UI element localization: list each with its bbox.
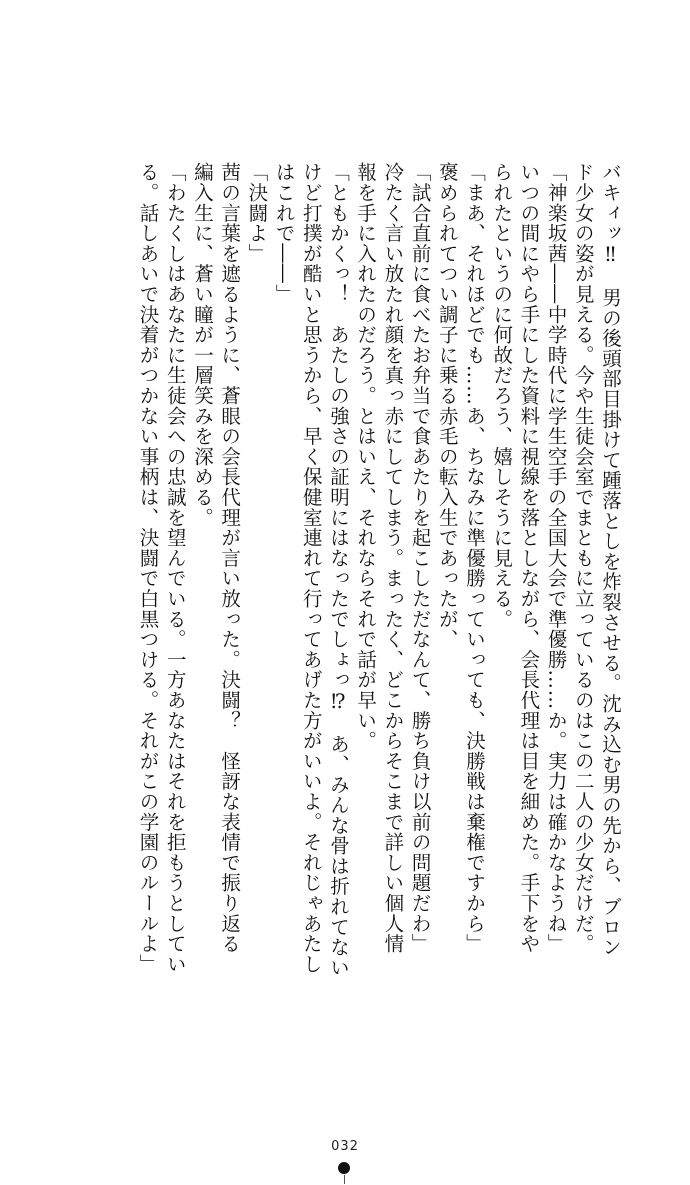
text-line: 「決闘よ」 (245, 162, 269, 264)
text-line: 「ともかくっ！ あたしの強さの証明にはなったでしょっ⁉ あ、みんな骨は折れてない (326, 162, 350, 978)
page-bullet-icon (338, 1162, 350, 1174)
text-line: バキィッ‼ 男の後頭部目掛けて踵落としを炸裂させる。沈み込む男の先から、ブロン (599, 162, 622, 958)
vertical-text-body (64, 162, 624, 984)
text-line: 「わたくしはあなたに生徒会への忠誠を望んでいる。一方あなたはそれを拒もうとしてい (163, 162, 187, 974)
text-line: 褒められてつい調子に乗る赤毛の転入生であったが、 (435, 162, 459, 650)
page-number: 032 (331, 1139, 359, 1154)
text-line: 編入生に、蒼い瞳が一層笑みを深める。 (190, 162, 214, 528)
text-line: ド少女の姿が見える。今や生徒会室でまともに立っているのはこの二人の少女だけだ。 (571, 162, 595, 954)
text-line: けど打撲が酷いと思うから、早く保健室連れて行ってあげた方がいいよ。それじゃあたし (299, 162, 323, 974)
text-line: 「まあ、それほどでも……あ、ちなみに準優勝っていっても、決勝戦は棄権ですから」 (462, 162, 486, 954)
text-line: 報を手に入れたのだろう。とはいえ、それならそれで話が早い。 (354, 162, 378, 751)
text-line: 「試合直前に食べたお弁当で食あたりを起こしただなんて、勝ち負け以前の問題だわ」 (408, 162, 432, 954)
text-line: られたというのに何故だろう、嬉しそうに見える。 (490, 162, 514, 629)
text-line: はこれで――」 (272, 162, 296, 305)
text-line: る。話しあいで決着がつかない事柄は、決闘で白黒つける。それがこの学園のルールよ」 (136, 162, 160, 974)
text-line: 「神楽坂茜――中学時代に学生空手の全国大会で準優勝……か。実力は確かなようね」 (544, 162, 568, 954)
text-line: いつの間にやら手にした資料に視線を落としながら、会長代理は目を細めた。手下をや (517, 162, 541, 954)
text-line: 冷たく言い放たれ顔を真っ赤にしてしまう。まったく、どこからそこまで詳しい個人情 (381, 162, 405, 954)
text-line: 茜の言葉を遮るように、蒼眼の会長代理が言い放った。決闘？ 怪訝な表情で振り返る (218, 162, 242, 954)
page-tick-mark (344, 1175, 345, 1184)
